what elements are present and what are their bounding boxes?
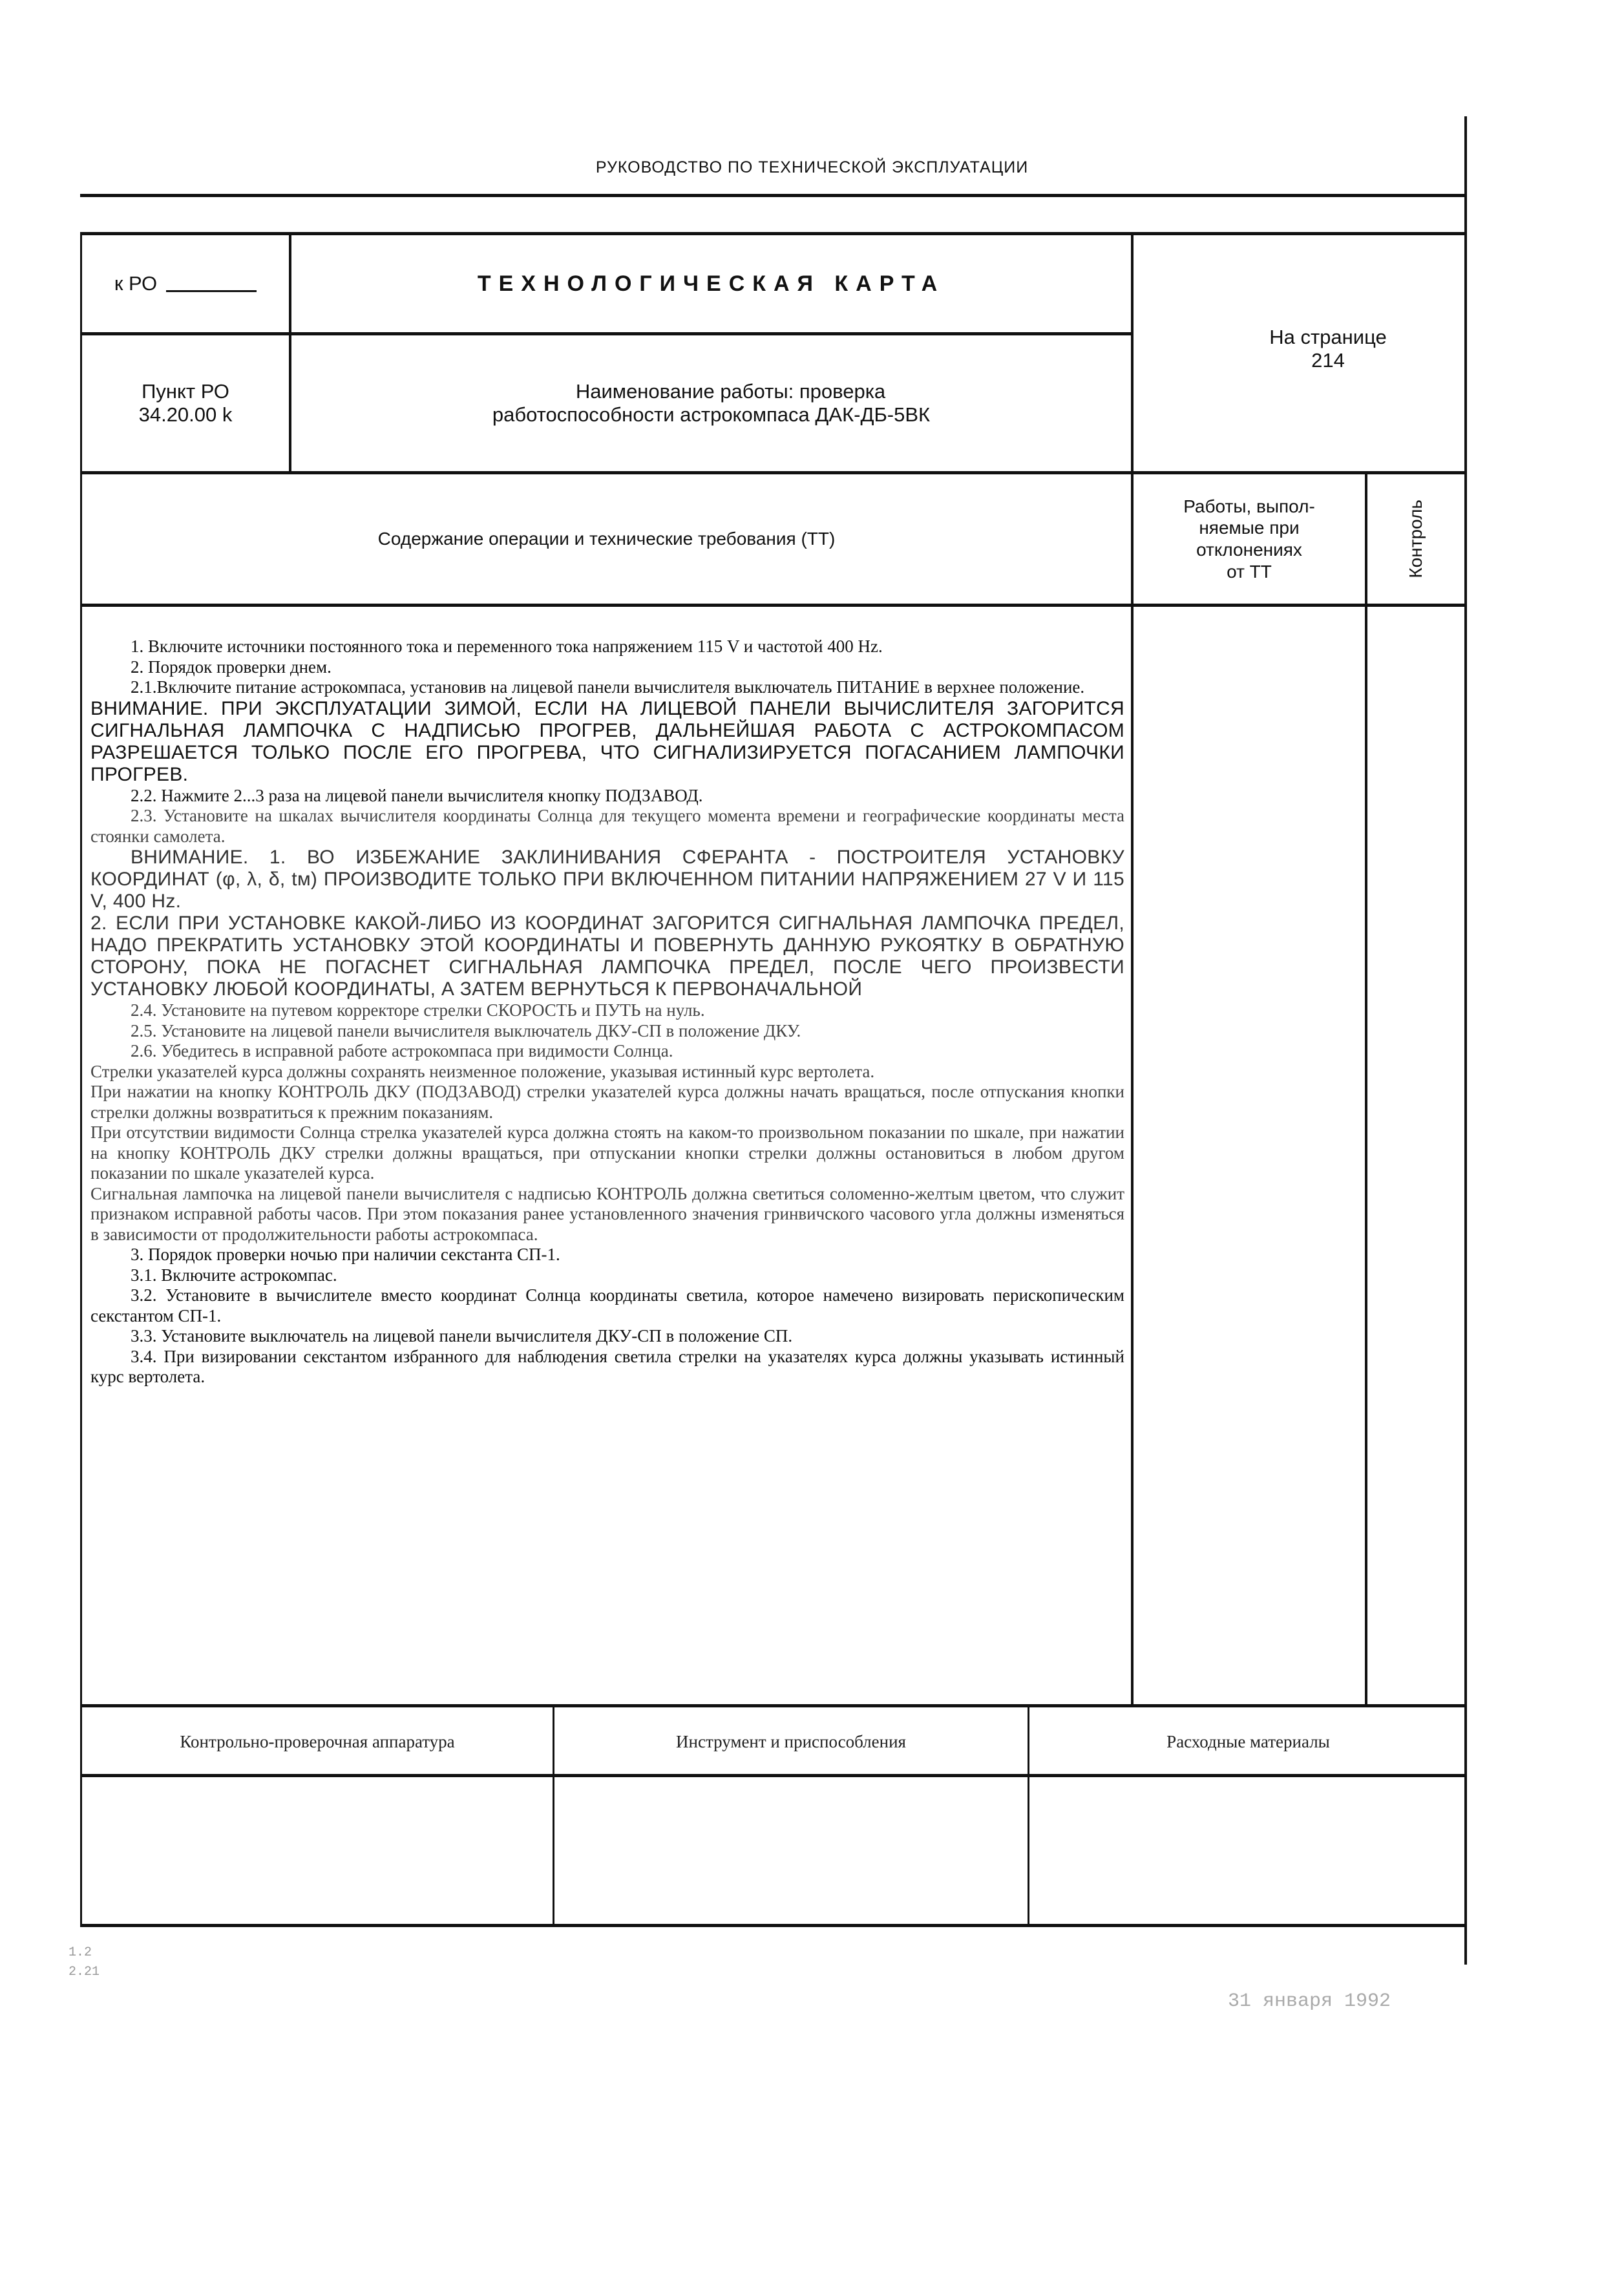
rule-footer-top: [80, 1704, 1467, 1707]
operation-content: [90, 637, 1124, 1387]
margin-mark-1: 1.2: [69, 1945, 92, 1960]
to-ro-cell: [82, 235, 289, 332]
footer-header-tools: Инструмент и приспособления: [676, 1731, 906, 1751]
step-2-5: 2.5. Установите на лицевой панели вычислителя выключатель ДКУ-СП в положение ДКУ.: [131, 1020, 801, 1040]
warning-winter: ВНИМАНИЕ. ПРИ ЭКСПЛУАТАЦИИ ЗИМОЙ, ЕСЛИ НА ЛИЦЕВОЙ ПАНЕЛИ ВЫЧИСЛИТЕЛЯ ЗАГОРИТСЯ СИГНАЛЬНАЯ ЛАМПОЧКА С НАДПИСЬЮ ПРОГРЕВ, ДАЛЬНЕЙШАЯ РАБОТА С АСТРОКОМПАСОМ РАЗРЕШАЕТСЯ ТОЛЬКО ПОСЛЕ ЕГО ПРОГРЕВА, ЧТО СИГНАЛИЗИРУЕТСЯ ПОГАСАНИЕМ ЛАМПОЧКИ ПРОГРЕВ.: [90, 697, 1124, 785]
work-name-line2: работоспособности астрокомпаса ДАК-ДБ-5ВК: [492, 403, 931, 426]
step-2-1: 2.1.Включите питание астрокомпаса, установив на лицевой панели вычислителя выключатель ПИТАНИЕ в верхнее положение.: [131, 677, 1085, 697]
to-ro-label: к РО: [114, 272, 158, 295]
page-edge-line: [1464, 116, 1467, 1965]
step-3-2: 3.2. Установите в вычислителе вместо координат Солнца координаты светила, которое намечено визировать перископическим секстантом СП-1.: [90, 1285, 1124, 1325]
rule-footer-bottom: [80, 1924, 1467, 1927]
page-number: 214: [1311, 349, 1345, 372]
rule-footer-header-bottom: [80, 1774, 1467, 1777]
content-column-header: Содержание операции и технические требования (ТТ): [377, 529, 836, 549]
divider-control: [1365, 473, 1367, 1704]
step-2-4: 2.4. Установите на путевом корректоре стрелки СКОРОСТЬ и ПУТЬ на нуль.: [131, 1000, 705, 1020]
footer-header-materials: Расходные материалы: [1166, 1731, 1330, 1751]
page-ref-cell: [1134, 235, 1464, 471]
warning-spherant: ВНИМАНИЕ. 1. ВО ИЗБЕЖАНИЕ ЗАКЛИНИВАНИЯ СФЕРАНТА - ПОСТРОИТЕЛЯ УСТАНОВКУ КООРДИНАТ (φ, λ, δ, tм) ПРОИЗВОДИТЕ ТОЛЬКО ПРИ ВКЛЮЧЕННОМ ПИТАНИИ НАПРЯЖЕНИЕМ 27 V И 115 V, 400 Hz.: [90, 847, 1124, 912]
note-course-arrows: Стрелки указателей курса должны сохранять неизменное положение, указывая истинный курс вертолета.: [90, 1061, 875, 1081]
step-2-3: 2.3. Установите на шкалах вычислителя координаты Солнца для текущего момента времени и географические координаты места стоянки самолета.: [90, 806, 1124, 846]
margin-mark-2: 2.21: [69, 1965, 100, 1979]
date-stamp: 31 января 1992: [1228, 1990, 1391, 2012]
item-number: 34.20.00 k: [138, 403, 233, 426]
deviation-header-line4: от ТТ: [1227, 561, 1272, 582]
deviation-header-line3: отклонениях: [1196, 540, 1302, 560]
manual-title: РУКОВОДСТВО ПО ТЕХНИЧЕСКОЙ ЭКСПЛУАТАЦИИ: [595, 158, 1029, 176]
work-name-cell: [291, 335, 1131, 471]
to-ro-blank: [166, 276, 257, 292]
control-column-header-cell: [1367, 474, 1464, 604]
footer-cell-tools: [554, 1778, 1028, 1924]
note-no-sun: При отсутствии видимости Солнца стрелка указателей курса должна стоять на каком-то произвольном показании по шкале, при нажатии на кнопку КОНТРОЛЬ ДКУ стрелки должны вращаться, при отпускании кнопки стрелки должны остановиться в любом другом показании по шкале указателей курса.: [90, 1123, 1124, 1183]
note-signal-lamp: Сигнальная лампочка на лицевой панели вычислителя с надписью КОНТРОЛЬ должна светиться соломенно-желтым цветом, что служит признаком исправной работы часов. При этом показания ранее установленного значения гринвичского часового угла должны изменяться в зависимости от продолжительности работы астрокомпаса.: [90, 1183, 1124, 1244]
rule-columns-bottom: [80, 604, 1467, 607]
step-3-3: 3.3. Установите выключатель на лицевой панели вычислителя ДКУ-СП в положение СП.: [131, 1326, 793, 1345]
step-1: 1. Включите источники постоянного тока и переменного тока напряжением 115 V и частотой 400 Hz.: [131, 637, 883, 656]
step-2-6: 2.6. Убедитесь в исправной работе астрокомпаса при видимости Солнца.: [131, 1041, 673, 1060]
note-control-button: При нажатии на кнопку КОНТРОЛЬ ДКУ (ПОДЗАВОД) стрелки указателей курса должны начать вращаться, после отпускания кнопки стрелки должны возвратиться к прежним показаниям.: [90, 1082, 1124, 1122]
step-2-2: 2.2. Нажмите 2...3 раза на лицевой панели вычислителя кнопку ПОДЗАВОД.: [131, 785, 703, 805]
item-cell: [82, 335, 289, 471]
deviation-header-line1: Работы, выпол-: [1183, 496, 1315, 516]
footer-cell-materials: [1029, 1778, 1467, 1924]
page-label: На странице: [1269, 326, 1387, 348]
deviation-column-header: [1134, 474, 1365, 604]
footer-cell-equipment: [82, 1778, 553, 1924]
footer-header-equipment: Контрольно-проверочная аппаратура: [180, 1731, 455, 1751]
step-3-4: 3.4. При визировании секстантом избранного для наблюдения светила стрелки на указателях курса должны указывать истинный курс вертолета.: [90, 1346, 1124, 1386]
rule-top: [80, 194, 1467, 197]
work-name-line1: Наименование работы: проверка: [575, 380, 886, 403]
deviation-header-line2: няемые при: [1199, 518, 1300, 538]
step-2: 2. Порядок проверки днем.: [131, 657, 332, 677]
step-3-1: 3.1. Включите астрокомпас.: [131, 1265, 337, 1285]
control-column-header: Контроль: [1406, 500, 1426, 578]
step-3: 3. Порядок проверки ночью при наличии секстанта СП-1.: [131, 1245, 560, 1264]
item-label: Пункт РО: [142, 380, 229, 403]
warning-limit-lamp: 2. ЕСЛИ ПРИ УСТАНОВКЕ КАКОЙ-ЛИБО ИЗ КООРДИНАТ ЗАГОРИТСЯ СИГНАЛЬНАЯ ЛАМПОЧКА ПРЕДЕЛ, НАДО ПРЕКРАТИТЬ УСТАНОВКУ ЭТОЙ КООРДИНАТЫ И ПОВЕРНУТЬ ДАННУЮ РУКОЯТКУ В ОБРАТНУЮ СТОРОНУ, ПОКА НЕ ПОГАСНЕТ СИГНАЛЬНАЯ ЛАМПОЧКА ПРЕДЕЛ, ПОСЛЕ ЧЕГО ПРОИЗВЕСТИ УСТАНОВКУ ЛЮБОЙ КООРДИНАТЫ, А ЗАТЕМ ВЕРНУТЬСЯ К ПЕРВОНАЧАЛЬНОЙ: [90, 912, 1124, 1000]
card-title: ТЕХНОЛОГИЧЕСКАЯ КАРТА: [477, 271, 945, 296]
